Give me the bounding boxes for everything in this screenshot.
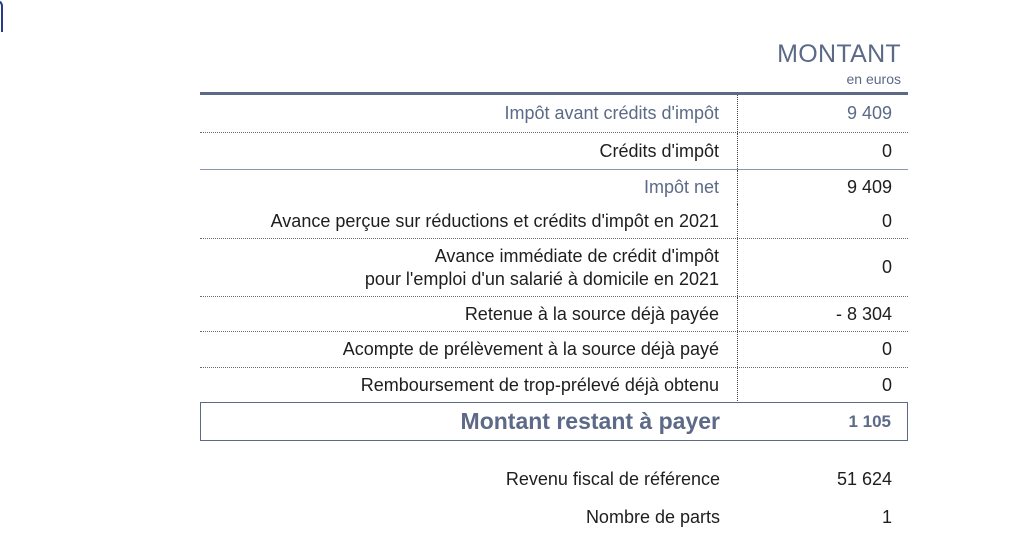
row-label-line: Avance immédiate de crédit d'impôt (434, 245, 719, 266)
row-label: Impôt avant crédits d'impôt (200, 95, 738, 132)
amount-due-label: Montant restant à payer (460, 408, 720, 434)
row-value: - 8 304 (835, 303, 892, 324)
tax-summary-table (200, 92, 908, 403)
row-value: 0 (881, 339, 892, 359)
row-value: 9 409 (846, 176, 892, 197)
row-value: 0 (881, 257, 892, 277)
row-value: 0 (881, 210, 892, 231)
table-row (200, 133, 908, 170)
reference-income-value: 51 624 (836, 469, 892, 489)
corner-bracket-mark (0, 0, 3, 32)
row-value: 0 (881, 375, 892, 395)
row-label-line: pour l'emploi d'un salarié à domicile en 2021 (364, 268, 719, 289)
row-value: 0 (881, 140, 892, 161)
table-row (200, 332, 908, 368)
amount-due-value: 1 105 (848, 411, 891, 431)
row-label: Remboursement de trop-prélevé déjà obtenu (200, 368, 738, 403)
table-row (200, 95, 908, 133)
table-row (200, 368, 908, 403)
amount-column-title: MONTANT (777, 40, 901, 68)
row-label: Crédits d'impôt (200, 133, 738, 169)
parts-count-row (200, 507, 908, 528)
row-label: Retenue à la source déjà payée (200, 297, 738, 331)
reference-income-label: Revenu fiscal de référence (505, 469, 720, 489)
row-label: Avance perçue sur réductions et crédits d'impôt en 2021 (200, 204, 738, 238)
row-label: Impôt net (200, 170, 738, 204)
row-value: 9 409 (846, 103, 892, 123)
parts-count-value: 1 (881, 507, 892, 527)
table-row (200, 204, 908, 239)
row-label (200, 239, 738, 296)
amount-column-unit: en euros (846, 71, 901, 87)
reference-income-row (200, 469, 908, 490)
table-row (200, 297, 908, 332)
amount-due-box (200, 402, 908, 441)
table-row (200, 239, 908, 297)
row-label: Acompte de prélèvement à la source déjà payé (200, 332, 738, 367)
parts-count-label: Nombre de parts (585, 507, 720, 527)
table-row (200, 170, 908, 204)
